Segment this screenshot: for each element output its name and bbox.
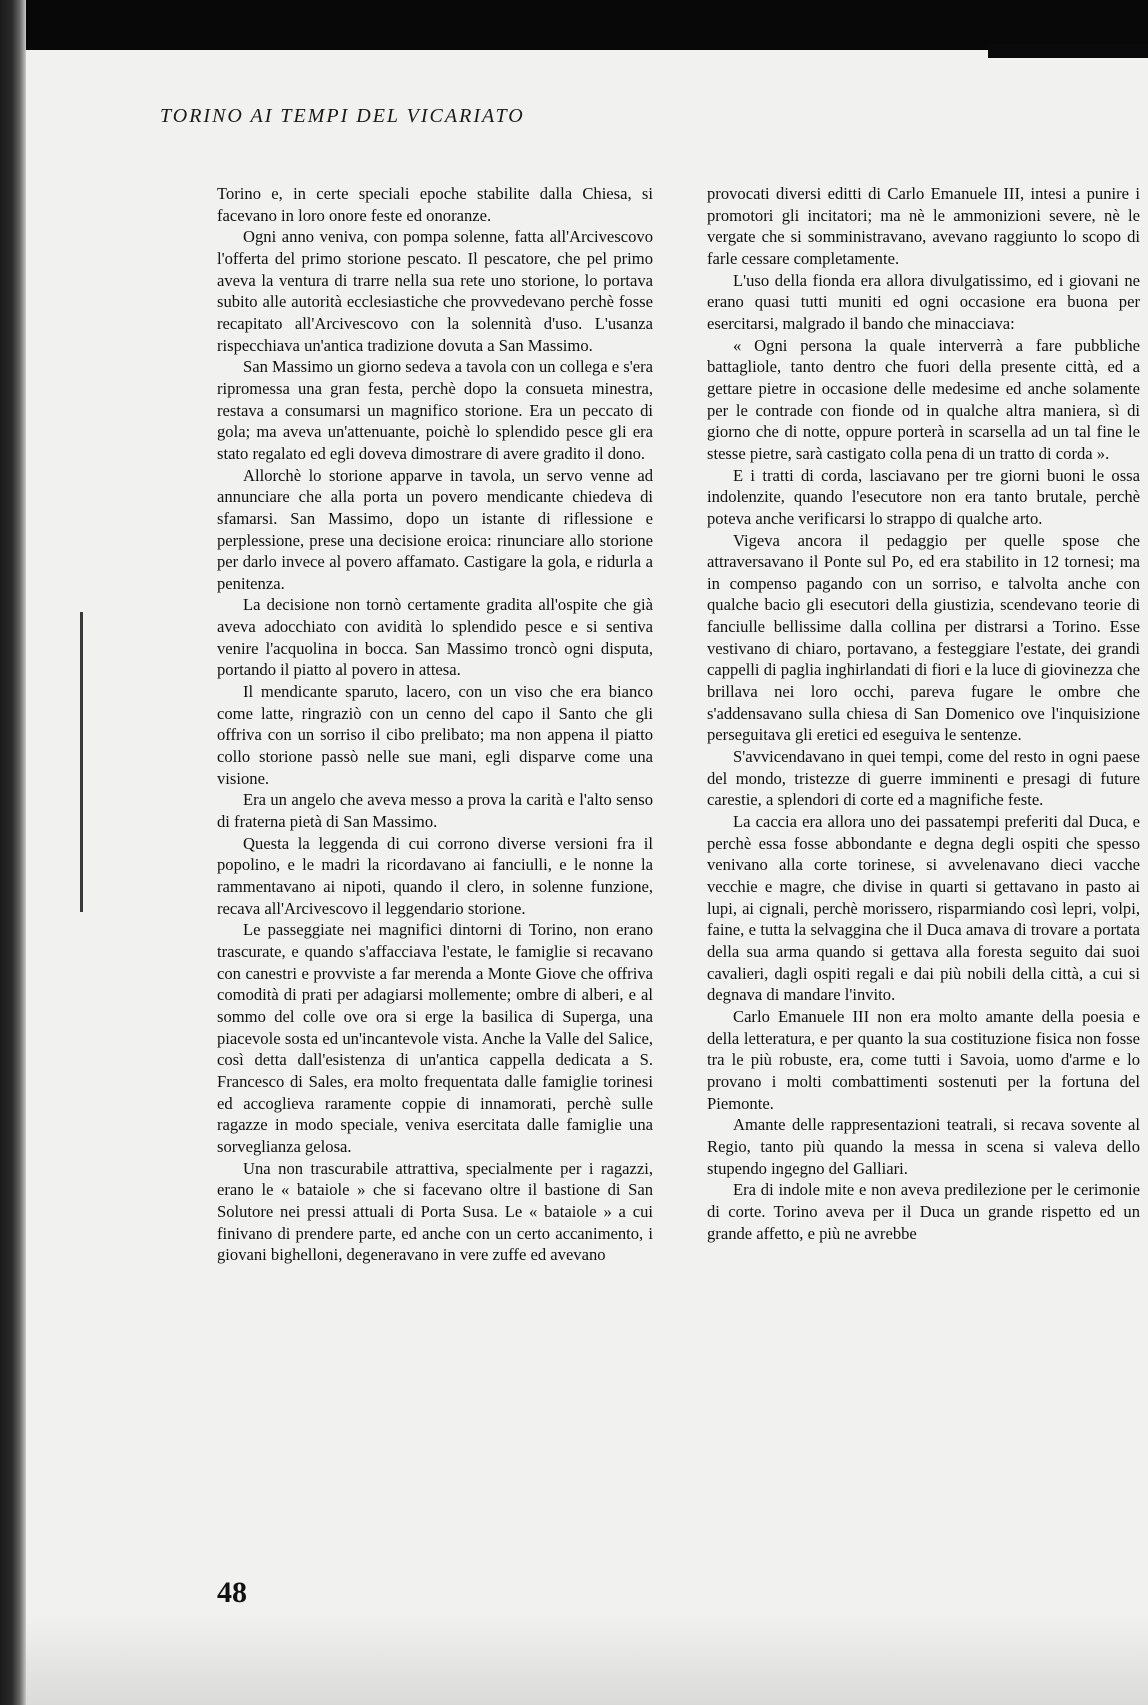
paragraph: Era di indole mite e non aveva predilezione per le cerimonie di corte. Torino aveva per il Duca un grande rispetto ed un grande affetto, e più ne avrebbe	[707, 1180, 1140, 1243]
scan-bottom-wear	[26, 1615, 1148, 1705]
paragraph: La decisione non tornò certamente gradita all'ospite che già aveva adocchiato con avidità lo splendido pesce e si sentiva venire l'acquolina in bocca. San Massimo troncò ogni disputa, portando il piatto al povero in attesa.	[217, 595, 653, 680]
scan-margin-mark	[80, 612, 83, 912]
right-column	[707, 183, 1140, 1244]
scan-binding-shadow	[0, 0, 26, 1705]
paragraph: Ogni anno veniva, con pompa solenne, fatta all'Arcivescovo l'offerta del primo storione pescato. Il pescatore, che pel primo aveva la ventura di trarre nella sua rete uno storione, lo portava subito alle autorità ecclesiastiche che provvedevano perchè fosse recapitato all'Arcivescovo con la solennità d'uso. L'usanza rispecchiava un'antica tradizione dovuta a San Massimo.	[217, 227, 653, 355]
paragraph: Questa la leggenda di cui corrono diverse versioni fra il popolino, e le madri la ricordavano ai fanciulli, e le nonne la rammentavano ai nipoti, quando il clero, in solenne funzione, recava all'Arcivescovo il leggendario storione.	[217, 833, 653, 918]
page-number: 48	[217, 1576, 247, 1609]
paragraph: Le passeggiate nei magnifici dintorni di Torino, non erano trascurate, e quando s'affacciava l'estate, le famiglie si recavano con canestri e provviste a far merenda a Monte Giove che offriva comodità di prati per adagiarsi mollemente; ombre di alberi, e al sommo del colle ove ora si erge la basilica di Superga, una piacevole sosta ed un'incantevole vista. Anche la Valle del Salice, così detta dall'esistenza di un'antica cappella dedicata a S. Francesco di Sales, era molto frequentata dalle famiglie torinesi ed accoglieva raramente coppie di innamorati, perchè sulle ragazze in modo speciale, veniva esercitata dalle famiglie una sorveglianza gelosa.	[217, 920, 653, 1156]
scan-top-border	[0, 0, 1148, 50]
paragraph: Allorchè lo storione apparve in tavola, un servo venne ad annunciare che alla porta un povero mendicante chiedeva di sfamarsi. San Massimo, dopo un istante di riflessione e perplessione, prese una decisione eroica: rinunciare allo storione per darlo invece al povero affamato. Castigare la gola, e ridurla a penitenza.	[217, 465, 653, 593]
paragraph: Una non trascurabile attrattiva, specialmente per i ragazzi, erano le « bataiole » che si facevano oltre il bastione di San Solutore nei pressi attuali di Porta Susa. Le « bataiole » a cui finivano di prendere parte, ed anche con un certo accanimento, i giovani bighelloni, degeneravano in vere zuffe ed avevano	[217, 1158, 653, 1265]
quotation: « Ogni persona la quale interverrà a fare pubbliche battagliole, tanto dentro che fuori della presente città, ed a gettare pietre in occasione delle medesime ed anche solamente per le contrade con fionde od in qualche altra maniera, sì di giorno che di notte, oppure porterà in scarsella ad un tal fine le stesse pietre, sarà castigato colla pena di un tratto di corda ».	[707, 335, 1140, 463]
paragraph: Amante delle rappresentazioni teatrali, si recava sovente al Regio, tanto più quando la messa in scena si valeva dello stupendo ingegno del Galliari.	[707, 1115, 1140, 1178]
paragraph: San Massimo un giorno sedeva a tavola con un collega e s'era ripromessa una gran festa, perchè dopo la consueta minestra, restava a consumarsi un magnifico storione. Era un peccato di gola; ma aveva un'attenuante, poichè lo splendido pesce gli era stato regalato ed egli doveva dimostrare di avere gradito il dono.	[217, 357, 653, 463]
paragraph: Era un angelo che aveva messo a prova la carità e l'alto senso di fraterna pietà di San Massimo.	[217, 790, 653, 832]
paragraph: Carlo Emanuele III non era molto amante della poesia e della letteratura, e per quanto la sua costituzione fisica non fosse tra le più robuste, era, come tutti i Savoia, uomo d'arme e lo provano i molti combattimenti sostenuti per la fortuna del Piemonte.	[707, 1006, 1140, 1113]
paragraph: S'avvicendavano in quei tempi, come del resto in ogni paese del mondo, tristezze di guerre imminenti e presagi di future carestie, a splendori di corte ed a magnifiche feste.	[707, 747, 1140, 810]
left-column	[217, 183, 653, 1266]
paragraph: Il mendicante sparuto, lacero, con un viso che era bianco come latte, ringraziò con un cenno del capo il Santo che gli offriva con un sorriso il cibo prelibato; ma non appena il piatto collo storione passò nelle sue mani, egli disparve come una visione.	[217, 682, 653, 788]
paragraph: provocati diversi editti di Carlo Emanuele III, intesi a punire i promotori gli incitatori; ma nè le ammonizioni severe, nè le vergate che si somministravano, avevano raggiunto lo scopo di farle cessare completamente.	[707, 184, 1140, 268]
running-title: TORINO AI TEMPI DEL VICARIATO	[160, 105, 525, 127]
paragraph: L'uso della fionda era allora divulgatissimo, ed i giovani ne erano quasi tutti muniti ed ogni occasione era buona per esercitarsi, malgrado il bando che minacciava:	[707, 270, 1140, 333]
paragraph: E i tratti di corda, lasciavano per tre giorni buoni le ossa indolenzite, quando l'esecutore non era tanto brutale, perchè poteva anche verificarsi lo strappo di qualche arto.	[707, 465, 1140, 528]
paragraph: La caccia era allora uno dei passatempi preferiti dal Duca, e perchè essa fosse abbondante e degna degli ospiti che spesso venivano alla corte torinese, si avvelenavano dieci vacche vecchie e magre, che divise in quarti si gettavano in pasto ai lupi, ai cignali, perchè morissero, risparmiando così lepri, volpi, faine, e tutta la selvaggina che il Duca amava di trovare a portata della sua arma quando si gettava alla foresta seguito dai suoi cavalieri, dagli ospiti regali e dai più nobili della città, a cui si degnava di mandare l'invito.	[707, 812, 1140, 1005]
paragraph: Torino e, in certe speciali epoche stabilite dalla Chiesa, si facevano in loro onore feste ed onoranze.	[217, 184, 653, 225]
paragraph: Vigeva ancora il pedaggio per quelle spose che attraversavano il Ponte sul Po, ed era stabilito in 12 tornesi; ma in compenso pagando con un sorriso, e talvolta anche con qualche bacio gli esecutori della giustizia, scendevano teorie di fanciulle bellissime dalla collina per distrarsi a Torino. Esse vestivano di chiaro, portavano, a festeggiare l'estate, dei grandi cappelli di paglia inghirlandati di fiori e la luce di giovinezza che brillava nei loro occhi, pareva fugare le ombre che s'addensavano sulla chiesa di San Domenico ove l'inquisizione perseguitava gli eretici ed eseguiva le sentenze.	[707, 530, 1140, 745]
